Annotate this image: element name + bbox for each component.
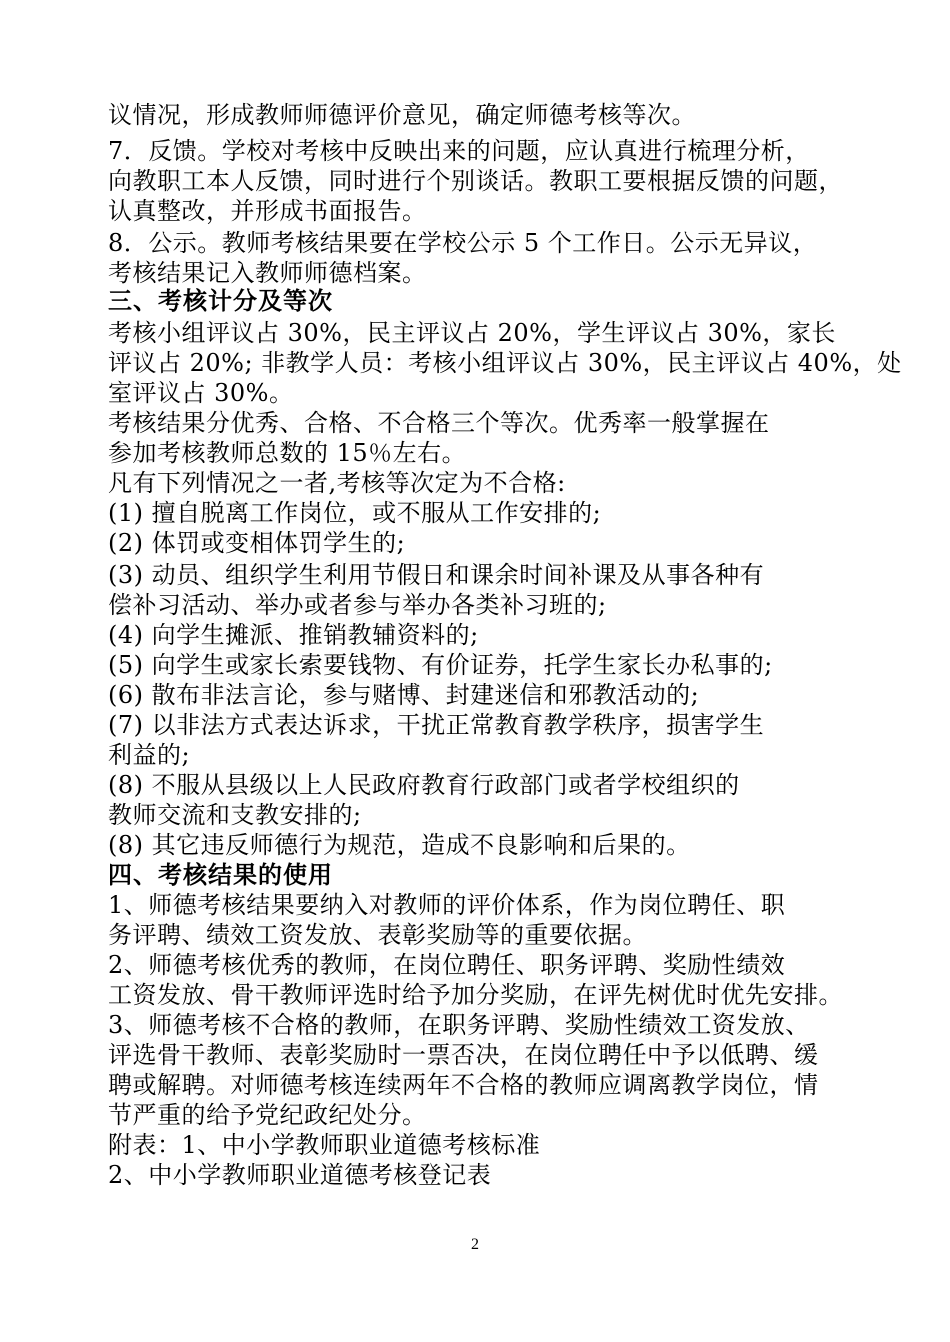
section-heading: 三、考核计分及等次 xyxy=(108,287,333,315)
text-line: 务评聘、绩效工资发放、表彰奖励等的重要依据。 xyxy=(108,921,647,949)
text-line: 偿补习活动、举办或者参与举办各类补习班的; xyxy=(108,591,607,619)
text-line: 1、师德考核结果要纳入对教师的评价体系，作为岗位聘任、职 xyxy=(108,891,786,919)
text-line: 向教职工本人反馈，同时进行个别谈话。教职工要根据反馈的问题， xyxy=(108,167,843,195)
text-line: 教师交流和支教安排的; xyxy=(108,801,362,829)
text-line: 考核结果分优秀、合格、不合格三个等次。优秀率一般掌握在 xyxy=(108,409,770,437)
text-line: 评选骨干教师、表彰奖励时一票否决，在岗位聘任中予以低聘、缓 xyxy=(108,1041,819,1069)
list-item: (3) 动员、组织学生利用节假日和课余时间补课及从事各种有 xyxy=(108,561,765,589)
text-line: 8．公示。教师考核结果要在学校公示 5 个工作日。公示无异议， xyxy=(108,229,818,257)
text-line: 凡有下列情况之一者,考核等次定为不合格: xyxy=(108,469,566,497)
text-line: 认真整改，并形成书面报告。 xyxy=(108,197,427,225)
text-line: 2、师德考核优秀的教师，在岗位聘任、职务评聘、奖励性绩效 xyxy=(108,951,786,979)
text-line: 考核结果记入教师师德档案。 xyxy=(108,259,427,287)
text-line: 聘或解聘。对师德考核连续两年不合格的教师应调离教学岗位，情 xyxy=(108,1071,819,1099)
list-item: (5) 向学生或家长索要钱物、有价证券，托学生家长办私事的; xyxy=(108,651,773,679)
text-line: 节严重的给予党纪政纪处分。 xyxy=(108,1101,427,1129)
list-item: (6) 散布非法言论，参与赌博、封建迷信和邪教活动的; xyxy=(108,681,700,709)
text-line: 7．反馈。学校对考核中反映出来的问题，应认真进行梳理分析， xyxy=(108,137,810,165)
list-item: (2) 体罚或变相体罚学生的; xyxy=(108,529,406,557)
text-line: 参加考核教师总数的 15％左右。 xyxy=(108,439,467,467)
section-heading: 四、考核结果的使用 xyxy=(108,861,333,889)
list-item: (7) 以非法方式表达诉求，干扰正常教育教学秩序，损害学生 xyxy=(108,711,765,739)
text-line: 工资发放、骨干教师评选时给予加分奖励，在评先树优时优先安排。 xyxy=(108,981,843,1009)
list-item: (4) 向学生摊派、推销教辅资料的; xyxy=(108,621,479,649)
text-line: 3、师德考核不合格的教师，在职务评聘、奖励性绩效工资发放、 xyxy=(108,1011,810,1039)
text-line: 考核小组评议占 30%，民主评议占 20%，学生评议占 30%，家长 xyxy=(108,319,836,347)
text-line: 议情况，形成教师师德评价意见，确定师德考核等次。 xyxy=(108,101,696,129)
list-item: (1) 擅自脱离工作岗位，或不服从工作安排的; xyxy=(108,499,602,527)
page-number: 2 xyxy=(471,1236,479,1253)
text-line: 利益的; xyxy=(108,741,191,769)
text-line: 评议占 20%; 非教学人员：考核小组评议占 30%，民主评议占 40%，处 xyxy=(108,349,902,377)
text-line: 室评议占 30%。 xyxy=(108,379,294,407)
attachment-line: 附表：1、中小学教师职业道德考核标准 xyxy=(108,1131,541,1159)
list-item: (8) 其它违反师德行为规范，造成不良影响和后果的。 xyxy=(108,831,691,859)
attachment-line: 2、中小学教师职业道德考核登记表 xyxy=(108,1161,492,1189)
list-item: (8) 不服从县级以上人民政府教育行政部门或者学校组织的 xyxy=(108,771,740,799)
